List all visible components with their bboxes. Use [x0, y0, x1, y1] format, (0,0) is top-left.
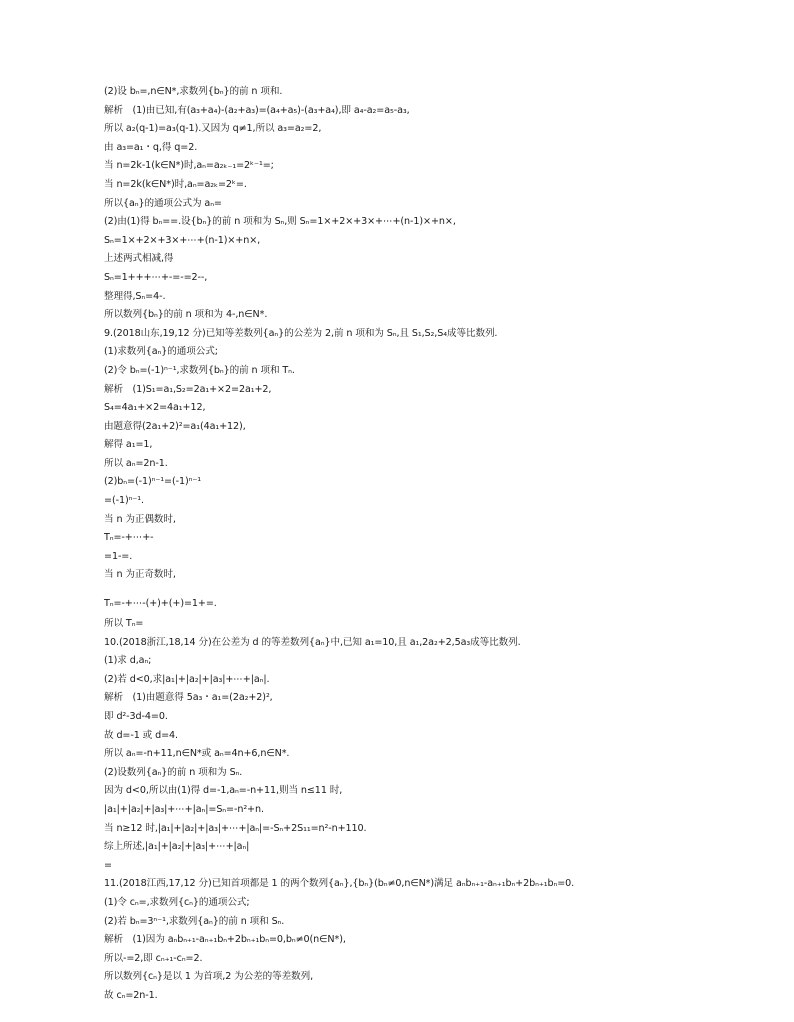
text-line: (2)bₙ=(-1)ⁿ⁻¹=(-1)ⁿ⁻¹ [104, 476, 202, 488]
text-line: (1)求 d,aₙ; [104, 655, 152, 667]
text-line: 当 n 为正偶数时, [104, 513, 176, 525]
text-line: 当 n≥12 时,|a₁|+|a₂|+|a₃|+⋯+|aₙ|=-Sₙ+2S₁₁=n²-n+110. [104, 822, 367, 834]
text-line: 所以 Tₙ= [104, 618, 144, 630]
text-line: 解析 (1)由题意得 5a₃・a₁=(2a₂+2)², [104, 692, 273, 704]
text-line: (2)令 bₙ=(-1)ⁿ⁻¹,求数列{bₙ}的前 n 项和 Tₙ. [104, 364, 295, 376]
text-line: (2)设数列{aₙ}的前 n 项和为 Sₙ. [104, 766, 243, 778]
text-line: 故 d=-1 或 d=4. [104, 729, 179, 741]
text-line: 所以 aₙ=2n-1. [104, 457, 168, 469]
text-line: 所以数列{cₙ}是以 1 为首项,2 为公差的等差数列, [104, 971, 314, 983]
text-line: 当 n=2k-1(k∈N*)时,aₙ=a₂ₖ₋₁=2ᵏ⁻¹=; [104, 160, 274, 172]
text-line: 因为 d<0,所以由(1)得 d=-1,aₙ=-n+11,则当 n≤11 时, [104, 785, 343, 797]
text-line: S₄=4a₁+×2=4a₁+12, [104, 402, 206, 414]
text-line: =1-=. [104, 550, 133, 562]
text-line: 综上所述,|a₁|+|a₂|+|a₃|+⋯+|aₙ| [104, 841, 250, 853]
text-line: 所以{aₙ}的通项公式为 aₙ= [104, 197, 222, 209]
text-line: 解析 (1)S₁=a₁,S₂=2a₁+×2=2a₁+2, [104, 383, 272, 395]
text-line: 上述两式相减,得 [104, 253, 174, 265]
text-line: 所以 a₂(q-1)=a₃(q-1).又因为 q≠1,所以 a₃=a₂=2, [104, 123, 322, 135]
text-line: (2)若 d<0,求|a₁|+|a₂|+|a₃|+⋯+|aₙ|. [104, 673, 270, 685]
text-line: = [104, 859, 112, 871]
text-line: Sₙ=1+++⋯+-=-=2--, [104, 271, 208, 283]
text-line: (2)设 bₙ=,n∈N*,求数列{bₙ}的前 n 项和. [104, 86, 283, 97]
text-line: 所以-=2,即 cₙ₊₁-cₙ=2. [104, 952, 203, 964]
text-line: 解析 (1)由已知,有(a₃+a₄)-(a₂+a₃)=(a₄+a₅)-(a₃+a₄),即 a₄-a₂=a₅-a₃, [104, 104, 410, 116]
text-line: 由题意得(2a₁+2)²=a₁(4a₁+12), [104, 420, 246, 432]
text-line: |a₁|+|a₂|+|a₃|+⋯+|aₙ|=Sₙ=-n²+n. [104, 803, 264, 815]
text-line: Tₙ=-+⋯+- [104, 532, 154, 544]
text-line: (2)由(1)得 bₙ==.设{bₙ}的前 n 项和为 Sₙ,则 Sₙ=1×+2×+3×+⋯+(n-1)×+n×, [104, 216, 456, 228]
text-line: 所以 aₙ=-n+11,n∈N*或 aₙ=4n+6,n∈N*. [104, 748, 290, 760]
text-line: 所以数列{bₙ}的前 n 项和为 4-,n∈N*. [104, 309, 268, 321]
text-line: Sₙ=1×+2×+3×+⋯+(n-1)×+n×, [104, 234, 261, 246]
text-line: (1)求数列{aₙ}的通项公式; [104, 346, 218, 358]
text-line: 当 n 为正奇数时, [104, 569, 176, 581]
text-line: Tₙ=-+⋯-(+)+(+)=1+=. [104, 598, 217, 610]
document-body [104, 83, 744, 1006]
text-line: 由 a₃=a₁・q,得 q=2. [104, 141, 198, 153]
text-line: 解得 a₁=1, [104, 439, 153, 451]
text-line: (2)若 bₙ=3ⁿ⁻¹,求数列{aₙ}的前 n 项和 Sₙ. [104, 915, 285, 927]
text-line: 当 n=2k(k∈N*)时,aₙ=a₂ₖ=2ᵏ=. [104, 178, 247, 190]
text-line: =(-1)ⁿ⁻¹. [104, 495, 144, 507]
problem-11-heading: 11.(2018江西,17,12 分)已知首项都是 1 的两个数列{aₙ},{bₙ}(bₙ≠0,n∈N*)满足 aₙbₙ₊₁-aₙ₊₁bₙ+2bₙ₊₁bₙ=0. [104, 878, 575, 890]
text-line: (1)令 cₙ=,求数列{cₙ}的通项公式; [104, 896, 250, 908]
text-line: 即 d²-3d-4=0. [104, 711, 168, 722]
text-line: 解析 (1)因为 aₙbₙ₊₁-aₙ₊₁bₙ+2bₙ₊₁bₙ=0,bₙ≠0(n∈N*), [104, 934, 346, 946]
problem-9-heading: 9.(2018山东,19,12 分)已知等差数列{aₙ}的公差为 2,前 n 项和为 Sₙ,且 S₁,S₂,S₄成等比数列. [104, 327, 498, 339]
problem-10-heading: 10.(2018浙江,18,14 分)在公差为 d 的等差数列{aₙ}中,已知 a₁=10,且 a₁,2a₂+2,5a₃成等比数列. [104, 636, 521, 648]
text-line: 整理得,Sₙ=4-. [104, 290, 166, 302]
text-line: 故 cₙ=2n-1. [104, 989, 158, 1001]
